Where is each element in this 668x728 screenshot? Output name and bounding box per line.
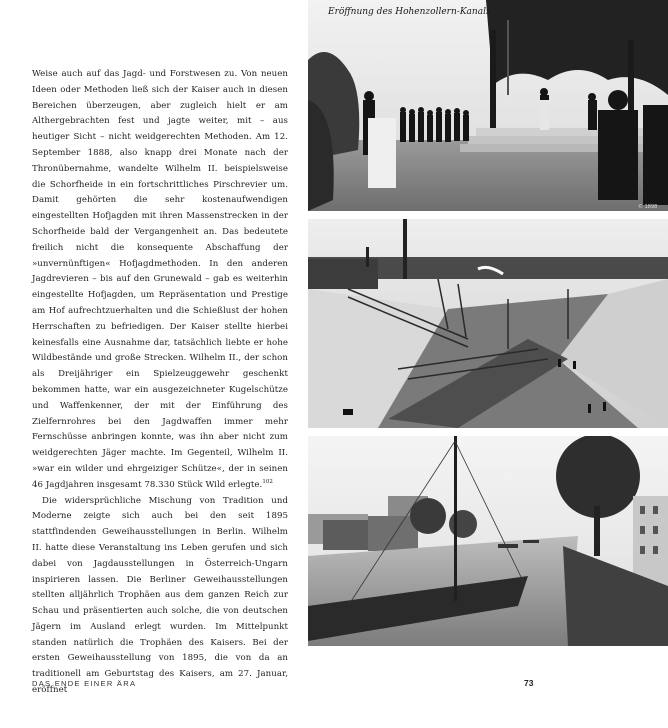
photo-canal-construction (308, 219, 668, 428)
construction-photo-drawing (308, 219, 668, 428)
ceremony-photo-drawing (308, 0, 668, 211)
paragraph-2: Die widersprüchliche Mischung von Tradition und Moderne zeigte sich auch bei den seit 1895 stattfindenden Geweihausstellungen in Berlin. Wilhelm II. hatte diese Veranstaltung ins Leben gerufen und sich dabei von Jagdausstellungen in Österreich-Ungarn inspirieren lassen. Die Berliner Geweihausstellungen stellten alljährlich Trophäen aus dem ganzen Reich zur Schau und präsentierten auch solche, die von deutschen Jägern im Ausland erlegt wurden. Im Mittelpunkt standen natürlich die Trophäen des Kaisers. Bei der ersten Geweihausstellung von 1895, die von da an traditionell am Geburtstag des Kaisers, am 27. Januar, eröffnet (32, 495, 288, 696)
photo-script-caption: Eröffnung des Hohenzollern-Kanals (328, 7, 491, 17)
paragraph-1-text: Weise auch auf das Jagd- und Forstwesen zu. Von neuen Ideen oder Methoden ließ sich der Kaiser auch in diesen Bereichen überzeugen, aber zugleich hielt er am Althergebrachten fest und jagte weiter, mit – aus heutiger Sicht – nicht weidgerechten Methoden. Am 12. September 1888, also knapp drei Monate nach der Thronübernahme, wandelte Wilhelm II. beispielsweise die Schorfheide in ein fortschrittliches Pirschrevier um. Damit gehörten die sehr kostenaufwendigen eingestellten Hofjagden mit ihren Massenstrecken in der Schorfheide bald der Vergangenheit an. Das bedeutete freilich nicht die konsequente Abschaffung der »unvernünftigen« Hofjagdmethoden. In den anderen Jagdrevieren – bis auf den Grunewald – gab es weiterhin eingestellte Hofjagden, um Repräsentation und Prestige am Hof aufrechtzuerhalten und die Schießlust der hohen Herrschaften zu befriedigen. Der Kaiser stellte hierbei keinesfalls eine Ausnahme dar, tatsächlich liebte er hohe Wildbestände und große Strecken. Wilhelm II., der schon als Dreijähriger ein Spielzeuggewehr geschenkt bekommen hatte, war ein ausgezeichneter Kugelschütze und Waffenkenner, der mit der Einführung des Zielfernrohres bei den Jagdwaffen immer mehr Fernschüsse anbringen konnte, was ihn aber nicht zum weidgerechten Jäger machte. Im Gegenteil, Wilhelm II. »war ein wilder und ehrgeiziger Schütze«, der in seinen 46 Jagdjahren insgesamt 78.330 Stück Wild erlegte. (32, 69, 288, 490)
canal-photo-drawing (308, 436, 668, 646)
paragraph-1 (32, 67, 288, 494)
photo-canal-boats (308, 436, 668, 646)
running-footer-chapter: DAS ENDE EINER ÄRA (32, 679, 137, 688)
svg-text:© 1898: © 1898 (638, 204, 658, 210)
photo-canal-opening-ceremony (308, 0, 668, 211)
footnote-marker: 102 (262, 478, 273, 485)
body-text-column (32, 67, 288, 699)
page-number: 73 (524, 678, 534, 688)
